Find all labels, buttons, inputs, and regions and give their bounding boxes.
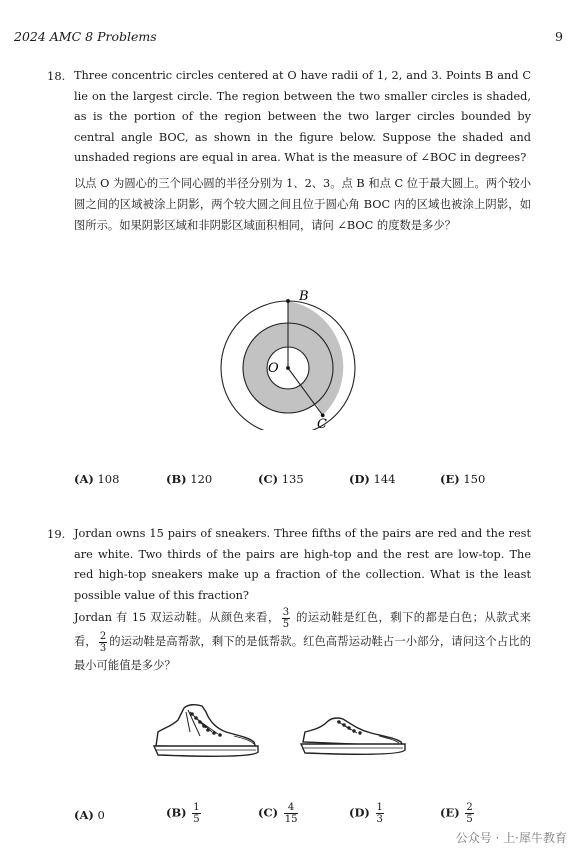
watermark: 公众号 · 上·犀牛教育 [452, 828, 571, 847]
choice-A[interactable]: (A) 108 [74, 472, 120, 486]
problem-18-chinese: 以点 O 为圆心的三个同心圆的半径分别为 1、2、3。点 B 和点 C 位于最大圆上。两个较小圆之间的区域被涂上阴影，两个较大圆之间且位于圆心角 BOC 内的区域也被涂上阴影，如图所示。如果阴影区域和非阴影区域面积相同，请问 ∠BOC 的度数是多少？ [74, 177, 532, 232]
label-B: B [299, 289, 309, 304]
point-B [286, 299, 290, 303]
problem-19-english: Jordan owns 15 pairs of sneakers. Three fifths of the pairs are red and the rest are white. Two thirds of the pairs are high-top and the rest are low-top. The red high-top sneakers make up a fraction of the collection. What is the least possible value of this fraction? [74, 527, 531, 602]
fraction-two-thirds: $\frac{2}{3}$ [99, 630, 107, 654]
point-O [286, 366, 290, 370]
choice-B[interactable]: (B) $\frac{1}{5}$ [166, 802, 200, 825]
running-header-title: 2024 AMC 8 Problems [14, 29, 157, 44]
high-top-sneaker-icon [150, 702, 262, 762]
choice-C[interactable]: (C) 135 [258, 472, 304, 486]
choice-B[interactable]: (B) 120 [166, 472, 213, 486]
label-O: O [268, 361, 279, 376]
problem-19-number: 19. [47, 527, 66, 541]
choice-E[interactable]: (E) $\frac{2}{5}$ [440, 802, 473, 825]
choice-A[interactable]: (A) 0 [74, 808, 105, 822]
problem-19-chinese: Jordan 有 15 双运动鞋。从颜色来看， $\frac{3}{5}$ 的运动鞋是红色，剩下的都是白色；从款式来看， $\frac{2}{3}$ 的运动鞋是高帮款，剩下的是低帮款。红色高帮运动鞋占一小部分，请问这个占比的最小可能值是多少？ [74, 606, 531, 672]
choice-D[interactable]: (D) $\frac{1}{3}$ [349, 802, 383, 825]
choice-D[interactable]: (D) 144 [349, 472, 396, 486]
choice-C[interactable]: (C) $\frac{4}{15}$ [258, 802, 298, 825]
low-top-sneaker-icon [297, 712, 407, 760]
fraction-three-fifths: $\frac{3}{5}$ [282, 606, 290, 630]
page-number: 9 [555, 29, 563, 44]
label-C: C [317, 417, 327, 430]
problem-18-number: 18. [47, 69, 66, 83]
choice-E[interactable]: (E) 150 [440, 472, 486, 486]
concentric-circles-figure [200, 285, 390, 430]
problem-18-english: Three concentric circles centered at O have radii of 1, 2, and 3. Points B and C lie on the largest circle. The region between the two smaller circles is shaded, as is the portion of the region between the two larger circles bounded by central angle BOC, as shown in the figure below. Suppose the shaded and unshaded regions are equal in area. What is the measure of ∠BOC in degrees? [74, 69, 531, 165]
